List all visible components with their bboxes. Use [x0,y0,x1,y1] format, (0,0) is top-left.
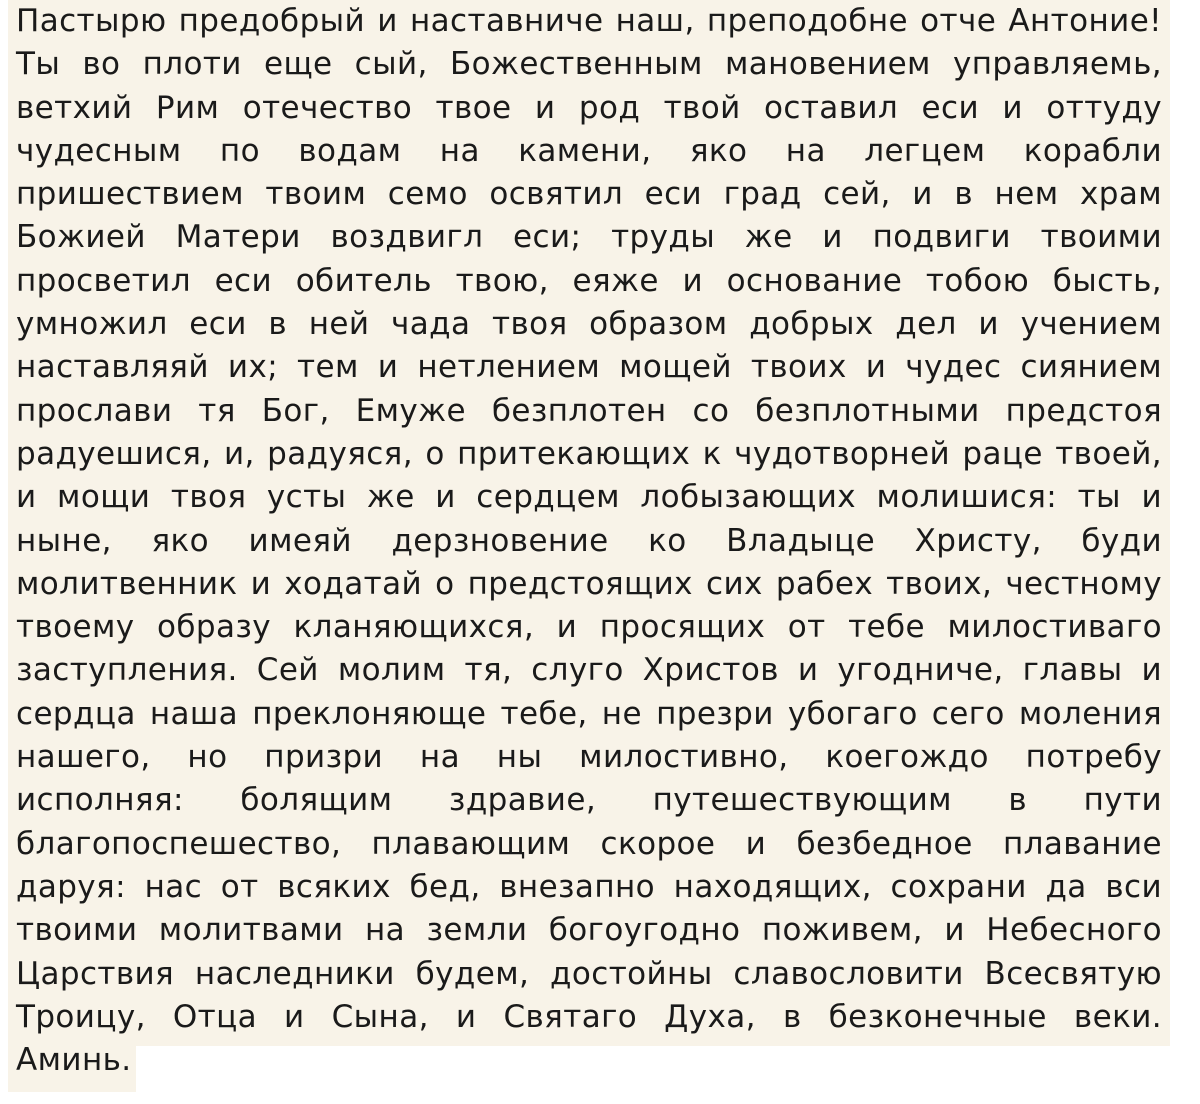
prayer-line-6: Божией Матери воздвигл еси; труды же и подвиги твоими [16,219,1162,256]
prayer-line-24: Троицу, Отца и Сына, и Святаго Духа, в безконечные веки. [16,998,1162,1035]
prayer-line-20: благопоспешество, плавающим скорое и безбедное плавание [16,825,1162,862]
prayer-line-14: молитвенник и ходатай о предстоящих сих рабех твоих, честному [16,565,1162,602]
prayer-line-22: твоими молитвами на земли богоугодно поживем, и Небесного [16,912,1162,949]
prayer-line-11: радуешися, и, радуяся, о притекающих к чудотворней раце твоей, [16,435,1162,472]
prayer-line-4: чудесным по водам на камени, яко на легцем корабли [16,132,1162,169]
prayer-line-23: Царствия наследники будем, достойны славословити Всесвятую [16,955,1162,992]
prayer-line-12: и мощи твоя усты же и сердцем лобызающих молишися: ты и [16,479,1162,516]
prayer-line-18: нашего, но призри на ны милостивно, коегождо потребу [16,739,1162,776]
prayer-line-10: прослави тя Бог, Емуже безплотен со безплотными предстоя [16,392,1162,429]
prayer-line-13: ныне, яко имеяй дерзновение ко Владыце Христу, буди [16,522,1162,559]
prayer-line-1: Пастырю предобрый и наставниче наш, преподобне отче Антоние! [16,3,1162,39]
prayer-line-21: даруя: нас от всяких бед, внезапно находящих, сохрани да вси [16,868,1162,905]
prayer-line-16: заступления. Сей молим тя, слуго Христов и угодниче, главы и [16,652,1162,689]
prayer-text-block [8,0,1168,1082]
prayer-line-7: просветил еси обитель твою, еяже и основание тобою бысть, [16,262,1162,299]
prayer-line-19: исполняя: болящим здравие, путешествующим в пути [16,782,1162,819]
prayer-line-8: умножил еси в ней чада твоя образом добрых дел и учением [16,306,1162,343]
prayer-line-25: Аминь. [16,1042,132,1079]
prayer-line-2: Ты во плоти еще сый, Божественным мановением управляемь, [16,46,1162,83]
prayer-line-15: твоему образу кланяющихся, и просящих от тебе милостиваго [16,609,1162,646]
prayer-line-5: пришествием твоим семо освятил еси град сей, и в нем храм [16,176,1162,213]
prayer-line-9: наставляяй их; тем и нетлением мощей твоих и чудес сиянием [16,349,1162,386]
prayer-line-17: сердца наша преклоняюще тебе, не презри убогаго сего моления [16,695,1162,732]
prayer-line-3: ветхий Рим отечество твое и род твой оставил еси и оттуду [16,89,1162,126]
